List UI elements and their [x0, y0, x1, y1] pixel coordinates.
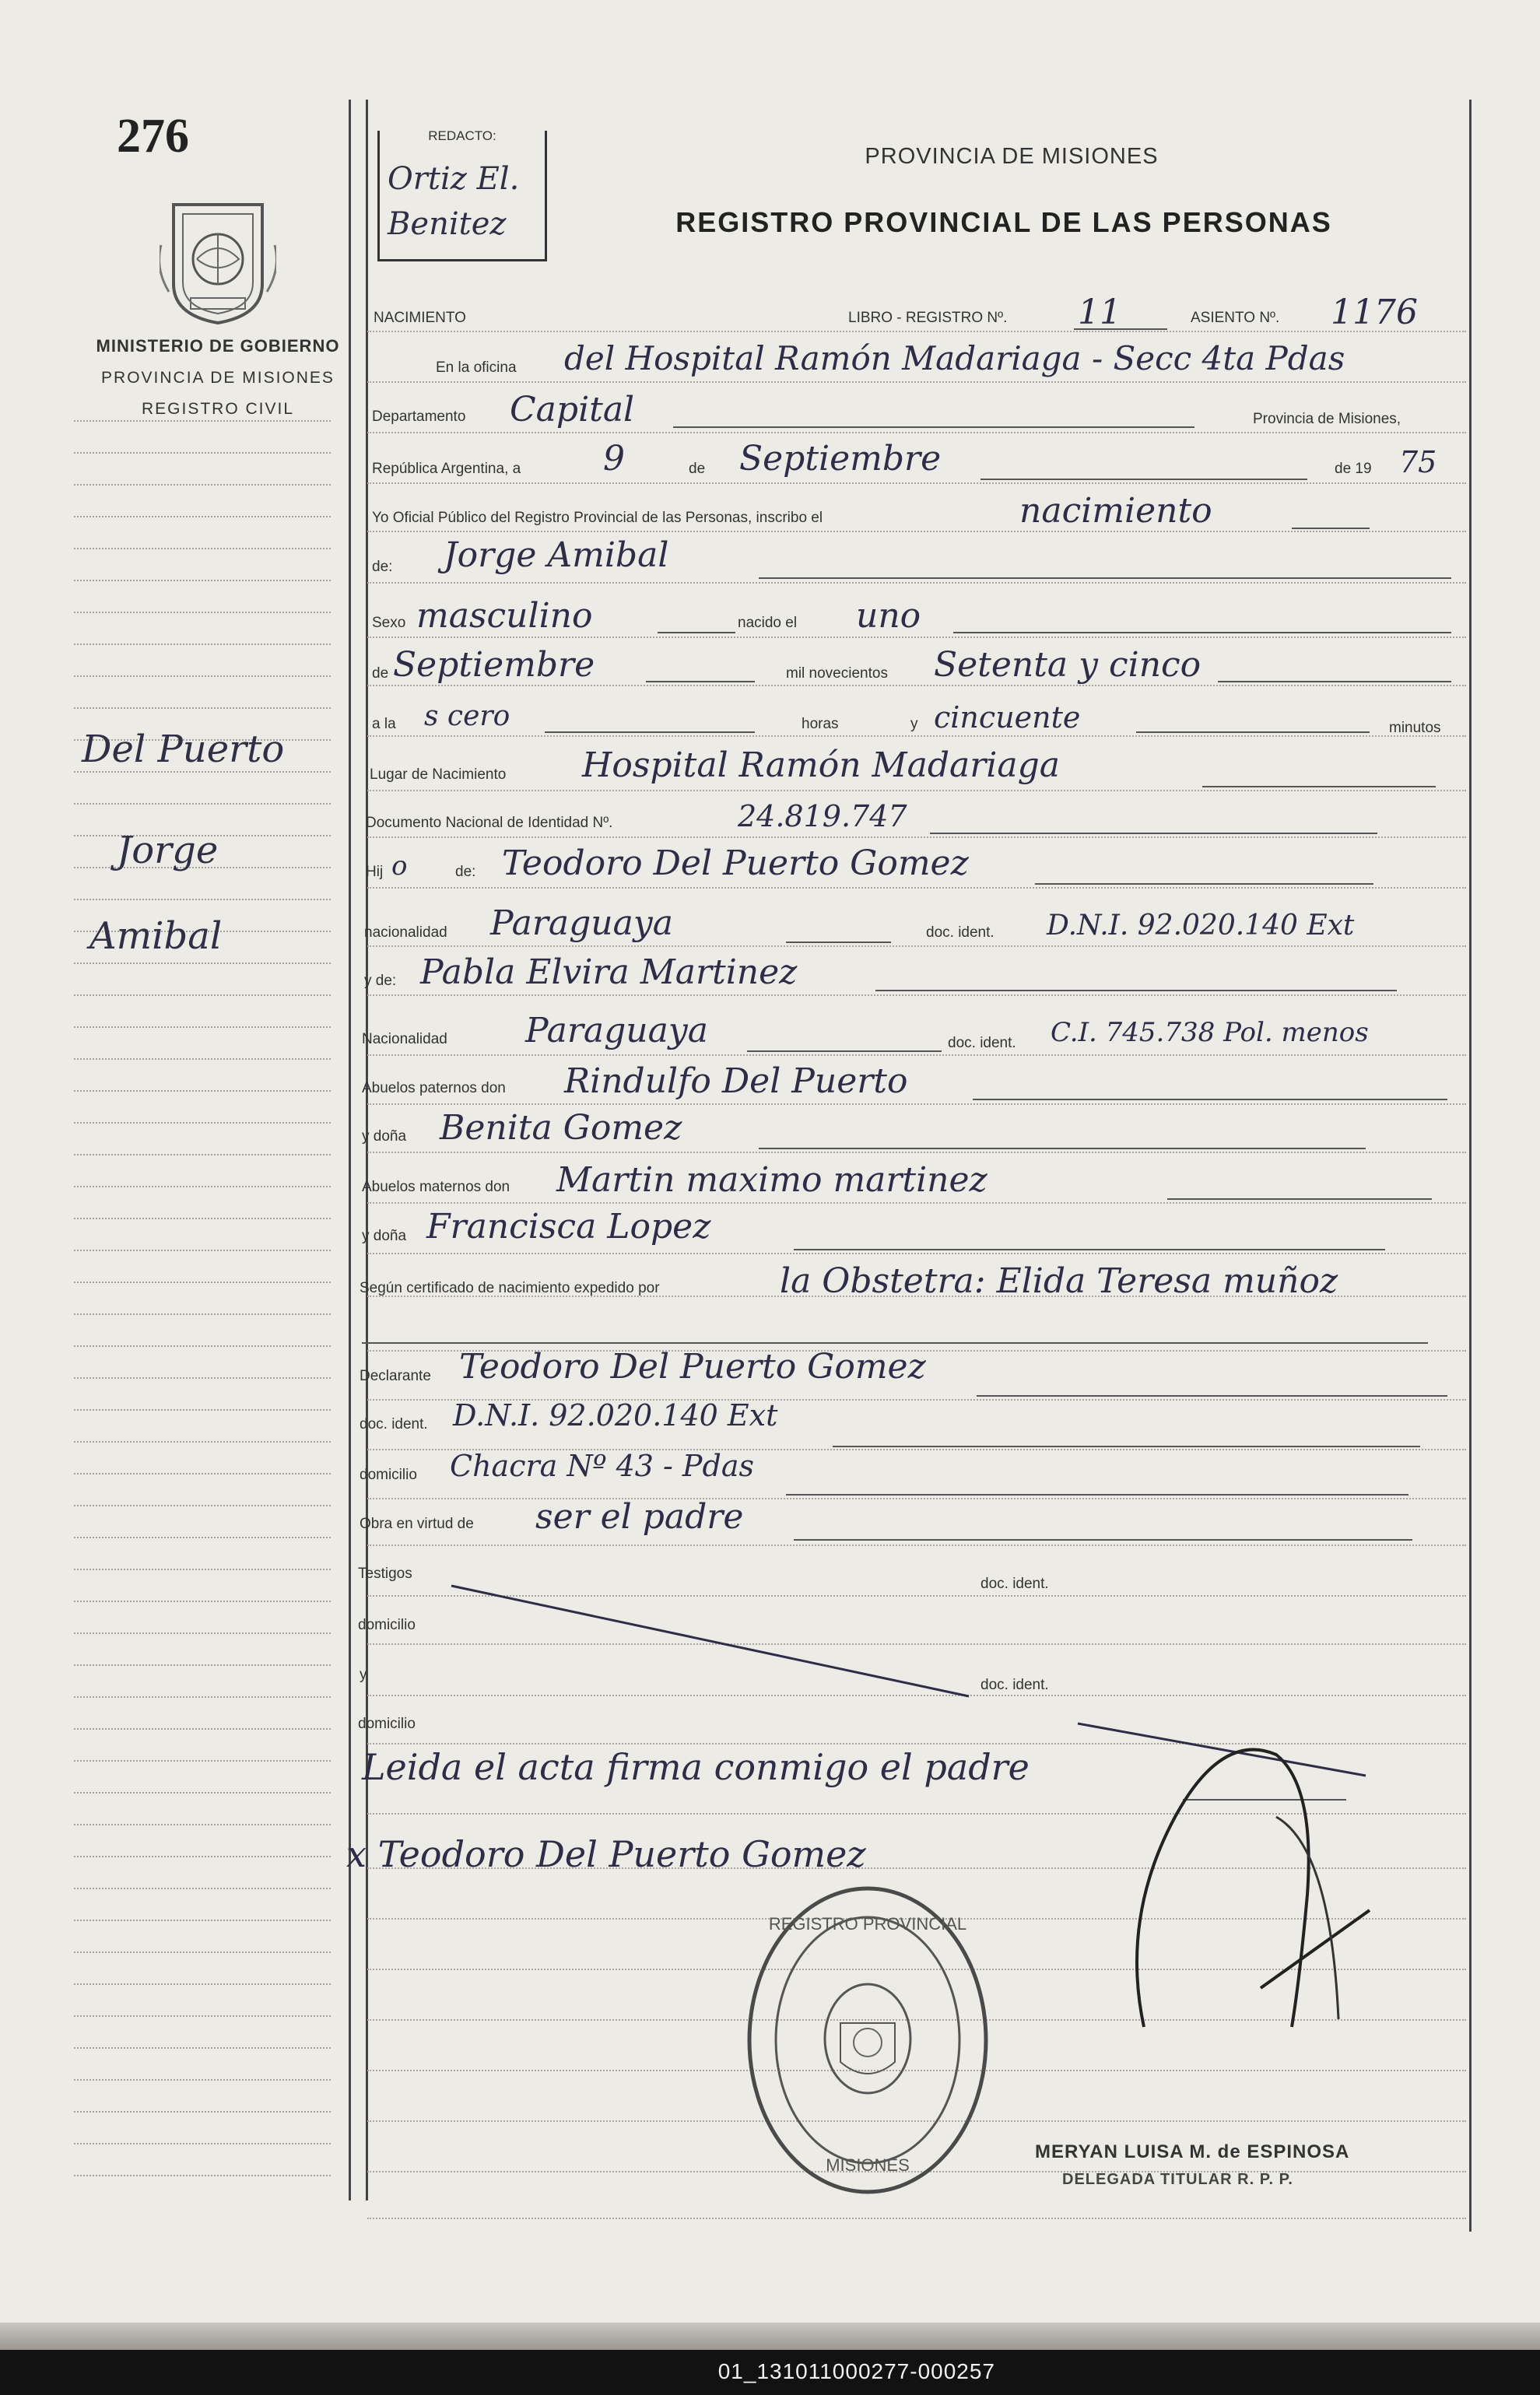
ministry-province: PROVINCIA DE MISIONES: [101, 369, 335, 387]
margin-note-second-name: Amibal: [89, 914, 223, 958]
alas-value: s cero: [424, 700, 510, 732]
domicilio3-label: domicilio: [358, 1716, 416, 1732]
registry-title: REGISTRO PROVINCIAL DE LAS PERSONAS: [675, 206, 1332, 238]
anio-nac-value: Setenta y cinco: [934, 645, 1201, 685]
doc-madre-label: doc. ident.: [948, 1035, 1016, 1051]
libro-value: 11: [1078, 293, 1121, 332]
margin-note-first-name: Jorge: [117, 829, 219, 872]
image-code-bar: [0, 2350, 1540, 2395]
domicilio-value: Chacra Nº 43 - Pdas: [450, 1449, 754, 1483]
yo-oficial-label: Yo Oficial Público del Registro Provincial de las Personas, inscribo el: [372, 510, 823, 526]
departamento-value: Capital: [510, 390, 635, 430]
redacto-value-line1: Ortiz El.: [388, 161, 520, 197]
nac-padre-label: nacionalidad: [364, 924, 447, 941]
image-code: 01_131011000277-000257: [717, 2359, 995, 2383]
cierre-value: Leida el acta firma conmigo el padre: [362, 1746, 1030, 1788]
asiento-label: ASIENTO Nº.: [1191, 310, 1280, 326]
departamento-label: Departamento: [372, 409, 466, 425]
de-nombre-label: de:: [372, 559, 393, 575]
province-title: PROVINCIA DE MISIONES: [865, 144, 1159, 169]
mes-nac-value: Septiembre: [393, 645, 595, 685]
ydona2-label: y doña: [362, 1228, 407, 1244]
hijo-label: Hij: [366, 864, 384, 880]
hijo-de-label: de:: [455, 864, 476, 880]
abuela-mat-value: Francisca Lopez: [426, 1207, 711, 1247]
dni-value: 24.819.747: [738, 799, 907, 833]
redacto-label: REDACTO:: [380, 128, 545, 144]
stamp-text-bottom: MISIONES: [826, 2155, 910, 2175]
de-anio-label: de 19: [1335, 461, 1372, 477]
testigos-label: Testigos: [358, 1566, 412, 1582]
doc-decl-label: doc. ident.: [360, 1416, 428, 1432]
folio-number: 276: [117, 110, 189, 163]
sexo-label: Sexo: [372, 615, 406, 631]
margin-note-surname: Del Puerto: [82, 728, 285, 771]
stamp-text: REGISTRO PROVINCIAL: [768, 1914, 967, 1934]
hijo-suffix: o: [391, 850, 408, 882]
doc-padre-label: doc. ident.: [926, 924, 995, 941]
abuelos-pat-label: Abuelos paternos don: [362, 1080, 506, 1096]
y-label: y: [910, 716, 918, 732]
nacimiento-label: NACIMIENTO: [374, 310, 466, 326]
minutos-value: cincuente: [934, 700, 1081, 735]
padre-value: Teodoro Del Puerto Gomez: [502, 843, 969, 883]
doc-decl-value: D.N.I. 92.020.140 Ext: [453, 1398, 778, 1432]
horas-label: horas: [802, 716, 839, 732]
official-stamp: [743, 1883, 992, 2198]
mes-value: Septiembre: [739, 439, 942, 479]
domicilio2-label: domicilio: [358, 1617, 416, 1633]
y2-label: y: [360, 1667, 367, 1683]
ydona-label: y doña: [362, 1128, 407, 1145]
nac-padre-value: Paraguaya: [490, 903, 673, 943]
obra-label: Obra en virtud de: [360, 1516, 474, 1532]
republica-label: República Argentina, a: [372, 461, 521, 477]
doc-test1-label: doc. ident.: [980, 1576, 1049, 1592]
certificado-label: Según certificado de nacimiento expedido por: [360, 1280, 660, 1296]
official-name: MERYAN LUISA M. de ESPINOSA: [1035, 2141, 1350, 2162]
nombre-value: Jorge Amibal: [444, 535, 669, 575]
nacido-label: nacido el: [738, 615, 798, 631]
asiento-value: 1176: [1331, 293, 1418, 332]
declarante-label: Declarante: [360, 1368, 431, 1384]
de-label: de: [689, 461, 706, 477]
yde-label: y de:: [364, 973, 397, 989]
doc-test2-label: doc. ident.: [980, 1677, 1049, 1693]
dia-value: 9: [603, 439, 625, 479]
declarante-value: Teodoro Del Puerto Gomez: [459, 1347, 926, 1387]
page-edge-shadow: [0, 2323, 1540, 2350]
abuelo-pat-value: Rindulfo Del Puerto: [564, 1061, 908, 1101]
oficina-value: del Hospital Ramón Madariaga - Secc 4ta Pdas: [564, 339, 1345, 377]
firma-value: x Teodoro Del Puerto Gomez: [346, 1833, 866, 1875]
ministry-office: REGISTRO CIVIL: [141, 400, 295, 418]
abuelos-mat-label: Abuelos maternos don: [362, 1179, 510, 1195]
official-signature: [1105, 1723, 1377, 2035]
official-title: DELEGADA TITULAR R. P. P.: [1062, 2171, 1293, 2188]
nacido-value: uno: [856, 596, 921, 636]
mil-label: mil novecientos: [786, 665, 888, 682]
oficina-label: En la oficina: [436, 359, 517, 376]
nac-madre-label: Nacionalidad: [362, 1031, 447, 1047]
provincia-label: Provincia de Misiones,: [1253, 411, 1401, 427]
libro-label: LIBRO - REGISTRO Nº.: [848, 310, 1008, 326]
redacto-value-line2: Benitez: [388, 206, 507, 242]
sexo-value: masculino: [416, 596, 593, 636]
de-mes-label: de: [372, 665, 389, 682]
abuelo-mat-value: Martin maximo martinez: [556, 1160, 987, 1200]
madre-value: Pabla Elvira Martinez: [420, 952, 798, 992]
ministry-name: MINISTERIO DE GOBIERNO: [96, 336, 340, 356]
doc-madre-value: C.I. 745.738 Pol. menos: [1051, 1017, 1369, 1048]
doc-padre-value: D.N.I. 92.020.140 Ext: [1047, 910, 1355, 942]
testigos-strikethrough: [451, 1586, 969, 1696]
domicilio-label: domicilio: [360, 1467, 417, 1483]
minutos-label: minutos: [1389, 720, 1441, 736]
lugar-label: Lugar de Nacimiento: [370, 766, 507, 783]
obra-value: ser el padre: [535, 1497, 744, 1537]
alas-label: a la: [372, 716, 396, 732]
acto-value: nacimiento: [1019, 491, 1212, 531]
anio-value: 75: [1399, 445, 1437, 479]
nac-madre-value: Paraguaya: [525, 1011, 708, 1050]
lugar-value: Hospital Ramón Madariaga: [582, 745, 1060, 785]
abuela-pat-value: Benita Gomez: [440, 1108, 682, 1148]
certificado-value: la Obstetra: Elida Teresa muñoz: [780, 1261, 1338, 1301]
dni-label: Documento Nacional de Identidad Nº.: [366, 815, 613, 831]
